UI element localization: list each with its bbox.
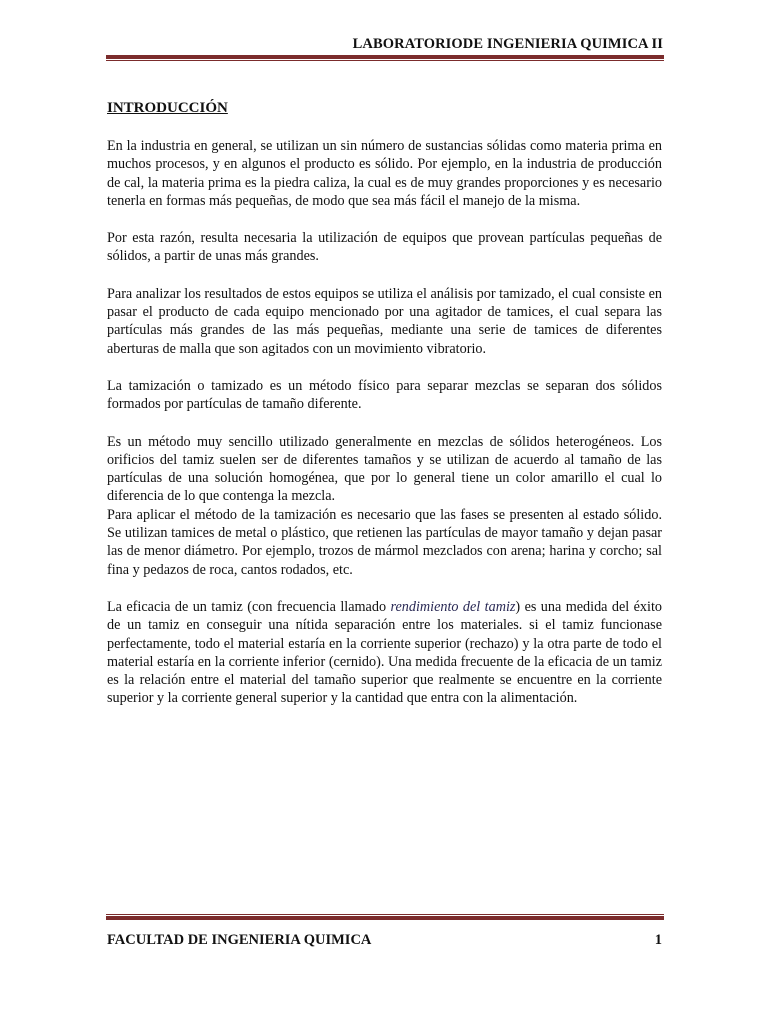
running-header-title: LABORATORIODE INGENIERIA QUIMICA II <box>352 36 663 52</box>
paragraph-7-start: La eficacia de un tamiz (con frecuencia llamado <box>107 598 391 615</box>
footer-rule <box>106 914 664 920</box>
paragraph-4: La tamización o tamizado es un método físico para separar mezclas se separan dos sólidos formados por partículas de tamaño diferente. <box>107 377 662 413</box>
body-content <box>107 99 662 727</box>
paragraph-2: Por esta razón, resulta necesaria la utilización de equipos que provean partículas pequeñas de sólidos, a partir de unas más grandes. <box>107 230 662 265</box>
paragraph-7 <box>107 598 662 708</box>
paragraph-7-end: ) es una medida del éxito de un tamiz en conseguir una nítida separación entre los materiales. si el tamiz funcionase perfectamente, todo el material estaría en la corriente superior (rechazo) y la otra parte de todo el material estaría en la corriente inferior (cernido). Una medida frecuente de la eficacia de un tamiz es la relación entre el material del tamaño superior que realmente se encuentre en la corriente superior y la corriente general superior y la cantidad que entra con la alimentación. <box>107 598 662 707</box>
page-number: 1 <box>654 932 662 948</box>
emphasis-term: rendimiento del tamiz <box>390 598 516 615</box>
paragraph-3: Para analizar los resultados de estos equipos se utiliza el análisis por tamizado, el cual consiste en pasar el producto de cada equipo mencionado por una agitador de tamices, el cual separa las partículas más grandes de las más pequeñas, mediante una serie de tamices de diferentes aberturas de malla que son agitados con un movimiento vibratorio. <box>107 285 662 357</box>
paragraph-1: En la industria en general, se utilizan un sin número de sustancias sólidas como materia prima en muchos procesos, y en algunos el producto es sólido. Por ejemplo, en la industria de producción de cal, la materia prima es la piedra caliza, la cual es de muy grandes proporciones y es necesario tenerla en formas más pequeñas, de modo que sea más fácil el manejo de la misma. <box>107 138 662 209</box>
paragraph-5: Es un método muy sencillo utilizado generalmente en mezclas de sólidos heterogéneos. Los orificios del tamiz suelen ser de diferentes tamaños y se utilizan de acuerdo al tamaño de las partículas de una solución homogénea, que por lo general tiene un color amarillo el cual lo diferencia de lo que contenga la mezcla. <box>107 433 662 505</box>
paragraph-6: Para aplicar el método de la tamización es necesario que las fases se presenten al estado sólido. Se utilizan tamices de metal o plástico, que retienen las partículas de mayor tamaño y dejan pasar las de menor diámetro. Por ejemplo, trozos de mármol mezclados con arena; harina y corcho; sal fina y pedazos de roca, cantos rodados, etc. <box>107 506 662 578</box>
section-heading: INTRODUCCIÓN <box>107 100 228 116</box>
footer-faculty: FACULTAD DE INGENIERIA QUIMICA <box>107 932 372 948</box>
header-rule <box>106 55 664 61</box>
